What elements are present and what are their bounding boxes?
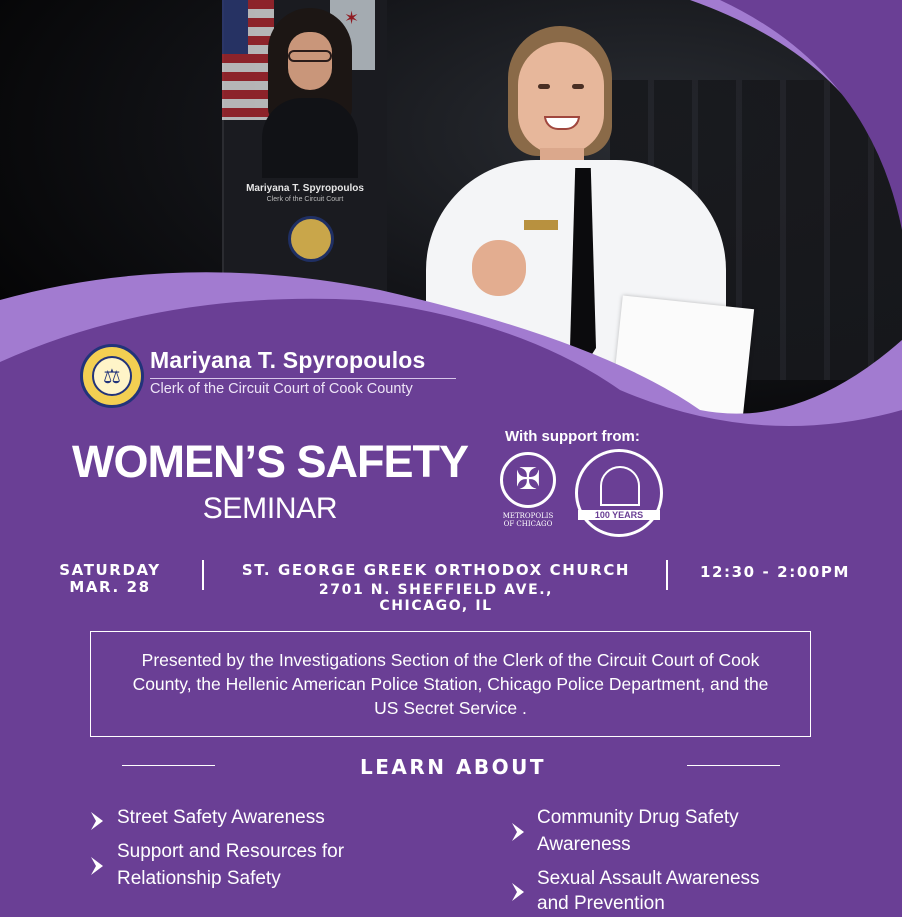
- metropolis-text: METROPOLIS OF CHICAGO: [502, 512, 554, 528]
- event-time: 12:30 - 2:00PM: [699, 563, 851, 581]
- event-subtitle: SEMINAR: [202, 492, 338, 525]
- detail-divider: [666, 560, 668, 590]
- event-venue: ST. GEORGE GREEK ORTHODOX CHURCH: [241, 561, 631, 579]
- clerk-name: Mariyana T. Spyropoulos: [150, 347, 426, 373]
- topic-item: Community Drug Safety: [537, 807, 739, 828]
- event-day: SATURDAY: [59, 561, 161, 579]
- chevron-right-icon: [509, 881, 527, 903]
- topic-item-continued: Awareness: [537, 834, 631, 855]
- scales-icon: ⚖: [92, 356, 132, 396]
- church-logo: [575, 449, 663, 537]
- learn-divider-right: [687, 765, 780, 766]
- banner-name: Mariyana T. Spyropoulos: [246, 183, 364, 194]
- metropolis-logo: [498, 452, 558, 532]
- clerk-title: Clerk of the Circuit Court of Cook County: [150, 381, 413, 397]
- topic-item: Support and Resources for: [117, 841, 345, 862]
- chevron-right-icon: [88, 855, 106, 877]
- chevron-right-icon: [88, 810, 106, 832]
- presented-by-box: [90, 631, 811, 737]
- top-right-purple-wave: [720, 0, 902, 230]
- learn-about-heading: LEARN ABOUT: [359, 755, 547, 779]
- presented-by-text: Presented by the Investigations Section of the Clerk of the Circuit Court of Cook County, the Hellenic American Police Station, Chicago Police Department, and the US Secret Service .: [132, 650, 769, 718]
- banner-subtitle: Clerk of the Circuit Court: [266, 196, 344, 203]
- topic-item: Sexual Assault Awareness: [537, 868, 760, 889]
- topic-item: Street Safety Awareness: [117, 807, 325, 828]
- learn-divider-left: [122, 765, 215, 766]
- cross-icon: ✠: [500, 452, 556, 508]
- topic-item-continued: Relationship Safety: [117, 868, 281, 889]
- event-title: WOMEN’S SAFETY: [71, 436, 468, 487]
- church-building-icon: [600, 466, 640, 506]
- clerk-divider: [150, 378, 456, 379]
- detail-divider: [202, 560, 204, 590]
- event-date: MAR. 28: [69, 578, 151, 596]
- event-city: CHICAGO, IL: [379, 598, 493, 614]
- topic-item-continued: and Prevention: [537, 893, 665, 914]
- clerk-seal-icon: [80, 344, 144, 408]
- church-anniversary: 100 YEARS: [578, 510, 660, 520]
- event-address: 2701 N. SHEFFIELD AVE.,: [318, 582, 554, 598]
- chevron-right-icon: [509, 821, 527, 843]
- support-label: With support from:: [505, 428, 640, 445]
